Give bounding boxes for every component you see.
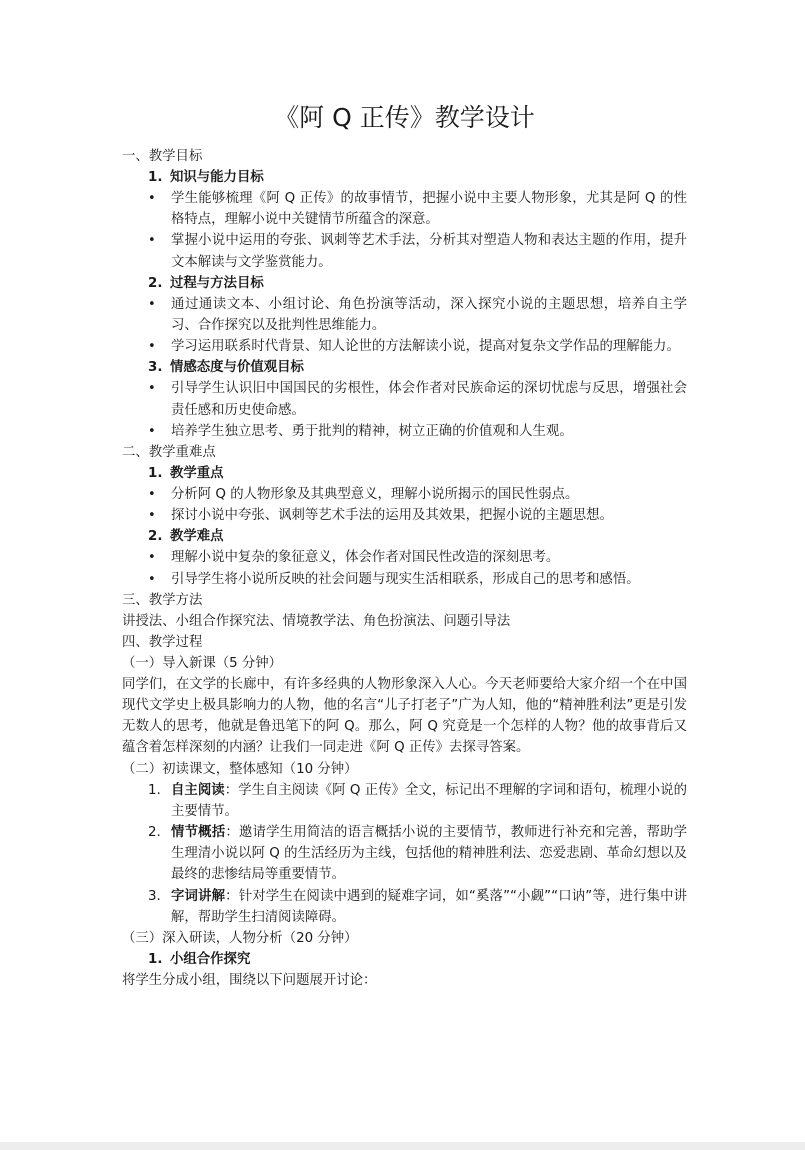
list-item: • 学生能够梳理《阿 Q 正传》的故事情节，把握小说中主要人物形象，尤其是阿 Q 的性格特点，理解小说中关键情节所蕴含的深意。 <box>122 188 687 230</box>
step-heading-first-reading: （二）初读课文，整体感知（10 分钟） <box>122 761 358 777</box>
subheading-label: 教学重点 <box>170 466 224 482</box>
subheading-knowledge-goals <box>122 167 687 188</box>
item-number: 2. <box>148 825 161 841</box>
section-heading-key-points: 二、教学重难点 <box>122 445 216 461</box>
numbered-list <box>122 780 687 928</box>
item-text: ：学生自主阅读《阿 Q 正传》全文，标记出不理解的字词和语句，梳理小说的主要情节。 <box>171 782 687 819</box>
subheading-label: 过程与方法目标 <box>170 275 264 291</box>
list-item <box>122 886 687 928</box>
item-label: 自主阅读 <box>171 782 225 798</box>
item-label: 情节概括 <box>171 825 226 841</box>
bullet-list <box>122 294 687 358</box>
item-label: 字词讲解 <box>171 888 226 904</box>
list-item <box>122 780 687 822</box>
subheading-number: 1. <box>148 466 163 482</box>
list-item: • 学习运用联系时代背景、知人论世的方法解读小说，提高对复杂文学作品的理解能力。 <box>122 336 687 357</box>
item-text: ：邀请学生用简洁的语言概括小说的主要情节，教师进行补充和完善，帮助学生理清小说以阿 Q 的生活经历为主线，包括他的精神胜利法、恋爱悲剧、革命幻想以及最终的悲惨结局等重要情节。 <box>171 825 688 883</box>
list-item: • 引导学生认识旧中国国民的劣根性，体会作者对民族命运的深切忧虑与反思，增强社会责任感和历史使命感。 <box>122 378 687 420</box>
subheading-label: 教学难点 <box>170 529 224 545</box>
list-item <box>122 822 687 886</box>
list-item: • 培养学生独立思考、勇于批判的精神，树立正确的价值观和人生观。 <box>122 421 687 442</box>
subheading-group-inquiry <box>122 949 687 970</box>
bullet-list <box>122 378 687 442</box>
subheading-number: 3. <box>148 360 163 376</box>
methods-text: 讲授法、小组合作探究法、情境教学法、角色扮演法、问题引导法 <box>122 613 511 629</box>
document-page <box>122 100 687 991</box>
subheading-number: 1. <box>148 170 163 185</box>
item-number: 1. <box>148 782 161 798</box>
bullet-list <box>122 547 687 589</box>
list-item: • 探讨小说中夸张、讽刺等艺术手法的运用及其效果，把握小说的主题思想。 <box>122 505 687 526</box>
subheading-process-goals <box>122 273 687 294</box>
list-item: • 理解小说中复杂的象征意义，体会作者对国民性改造的深刻思考。 <box>122 547 687 568</box>
step-heading-deep-reading: （三）深入研读，人物分析（20 分钟） <box>122 931 358 947</box>
list-item: • 掌握小说中运用的夸张、讽刺等艺术手法，分析其对塑造人物和表达主题的作用，提升文本解读与文学鉴赏能力。 <box>122 230 687 272</box>
subheading-label: 小组合作探究 <box>170 952 251 968</box>
page-title: 《阿 Q 正传》教学设计 <box>274 103 535 132</box>
bullet-list <box>122 188 687 273</box>
page-bottom-strip <box>0 1142 805 1150</box>
subheading-values-goals <box>122 357 687 378</box>
bullet-list <box>122 484 687 526</box>
item-text: ：针对学生在阅读中遇到的疑难字词，如“奚落”“小觑”“口讷”等，进行集中讲解，帮助学生扫清阅读障碍。 <box>171 888 688 925</box>
subheading-number: 2. <box>148 275 163 291</box>
intro-paragraph: 同学们，在文学的长廊中，有许多经典的人物形象深入人心。今天老师要给大家介绍一个在中国现代文学史上极具影响力的人物，他的名言“儿子打老子”广为人知，他的“精神胜利法”更是引发无数人的思考，他就是鲁迅笔下的阿 Q。那么，阿 Q 究竟是一个怎样的人物？他的故事背后又蕴含着怎样深刻的内涵？让我们一同走进《阿 Q 正传》去探寻答案。 <box>122 676 687 756</box>
section-heading-goals: 一、教学目标 <box>122 149 203 164</box>
subheading-number: 2. <box>148 529 163 545</box>
list-item: • 通过通读文本、小组讨论、角色扮演等活动，深入探究小说的主题思想，培养自主学习、合作探究以及批判性思维能力。 <box>122 294 687 336</box>
list-item: • 引导学生将小说所反映的社会问题与现实生活相联系，形成自己的思考和感悟。 <box>122 569 687 590</box>
group-inquiry-text: 将学生分成小组，围绕以下问题展开讨论： <box>122 973 377 989</box>
subheading-label: 知识与能力目标 <box>170 170 264 185</box>
section-heading-methods: 三、教学方法 <box>122 592 203 608</box>
section-heading-process: 四、教学过程 <box>122 634 203 650</box>
subheading-key-points <box>122 463 687 484</box>
list-item: • 分析阿 Q 的人物形象及其典型意义，理解小说所揭示的国民性弱点。 <box>122 484 687 505</box>
subheading-number: 1. <box>148 952 163 968</box>
subheading-difficulties <box>122 526 687 547</box>
step-heading-intro: （一）导入新课（5 分钟） <box>122 655 283 671</box>
item-number: 3. <box>148 888 161 904</box>
subheading-label: 情感态度与价值观目标 <box>170 360 304 376</box>
